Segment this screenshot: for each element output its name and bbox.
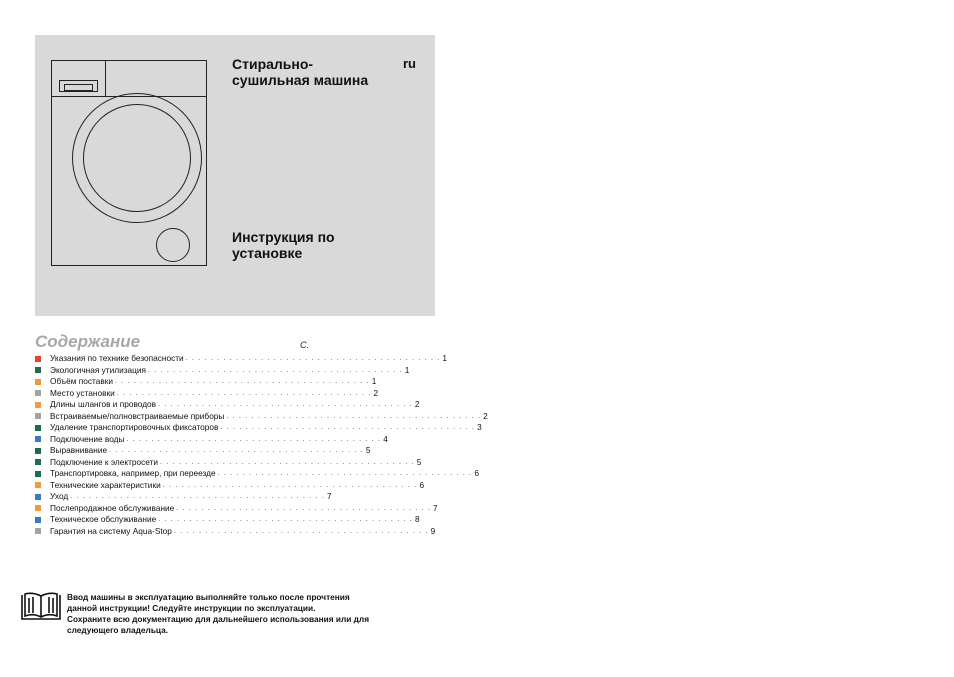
toc-item bbox=[35, 433, 388, 446]
toc-item-page: 2 bbox=[414, 399, 420, 409]
dot-leader: . . . . . . . . . . . . . . . . . . . . . . . . . . . . . . . . . . . . . . . . . bbox=[160, 458, 415, 466]
toc-item-title: Удаление транспортировочных фиксаторов bbox=[50, 422, 219, 432]
dot-leader: . . . . . . . . . . . . . . . . . . . . . . . . . . . . . . . . . . . . . . . . . bbox=[220, 424, 476, 431]
toc-item-title: Указания по технике безопасности bbox=[50, 353, 184, 363]
cover-panel bbox=[35, 35, 435, 316]
toc-item bbox=[35, 353, 448, 365]
toc-item-page: 5 bbox=[416, 456, 422, 467]
section-color-marker bbox=[35, 494, 41, 500]
toc-item-page: 9 bbox=[430, 525, 436, 536]
section-color-marker bbox=[35, 459, 41, 465]
toc-item-title: Встраиваемые/полновстраиваемые приборы bbox=[50, 410, 225, 421]
toc-item bbox=[35, 491, 332, 503]
section-color-marker bbox=[35, 390, 41, 396]
toc-item bbox=[35, 376, 377, 388]
toc-item-page: 6 bbox=[474, 468, 479, 478]
toc-item-page: 3 bbox=[477, 422, 482, 432]
toc-item bbox=[35, 399, 420, 411]
section-color-marker bbox=[35, 436, 41, 442]
toc-item-page: 2 bbox=[483, 410, 488, 421]
toc-item-page: 8 bbox=[414, 514, 420, 524]
dot-leader: . . . . . . . . . . . . . . . . . . . . . . . . . . . . . . . . . . . . . . . . . bbox=[226, 412, 482, 420]
section-color-marker bbox=[35, 402, 41, 408]
dot-leader: . . . . . . . . . . . . . . . . . . . . . . . . . . . . . . . . . . . . . . . . . bbox=[116, 389, 372, 397]
dot-leader: . . . . . . . . . . . . . . . . . . . . . . . . . . . . . . . . . . . . . . . . . bbox=[126, 435, 382, 443]
toc-item bbox=[35, 364, 410, 377]
section-color-marker bbox=[35, 448, 41, 454]
open-book-icon bbox=[21, 592, 61, 622]
toc-item-title: Экологичная утилизация bbox=[50, 364, 147, 375]
washing-machine-illustration bbox=[51, 60, 208, 266]
toc-item bbox=[35, 468, 479, 480]
dot-leader: . . . . . . . . . . . . . . . . . . . . . . . . . . . . . . . . . . . . . . . . . bbox=[158, 516, 413, 523]
section-color-marker bbox=[35, 528, 41, 534]
section-color-marker bbox=[35, 379, 41, 385]
dot-leader: . . . . . . . . . . . . . . . . . . . . . . . . . . . . . . . . . . . . . . . . . bbox=[176, 504, 432, 512]
toc-item-title: Гарантия на систему Aqua-Stop bbox=[50, 525, 172, 536]
toc-item-page: 4 bbox=[383, 433, 388, 444]
toc-item bbox=[35, 410, 488, 423]
toc-item-title: Подключение к электросети bbox=[50, 456, 159, 467]
toc-item-title: Техническое обслуживание bbox=[50, 514, 157, 524]
section-color-marker bbox=[35, 425, 41, 431]
toc-item bbox=[35, 525, 436, 538]
document-subtitle: Инструкция по установке bbox=[232, 229, 335, 261]
toc-item-title: Транспортировка, например, при переезде bbox=[50, 468, 216, 478]
dot-leader: . . . . . . . . . . . . . . . . . . . . . . . . . . . . . . . . . . . . . . . . . bbox=[173, 527, 429, 535]
toc-item-title: Послепродажное обслуживание bbox=[50, 502, 175, 513]
section-color-marker bbox=[35, 505, 41, 511]
toc-item-title: Выравнивание bbox=[50, 445, 108, 455]
door-outer-ring bbox=[73, 94, 202, 223]
toc-page-column-label: С. bbox=[300, 340, 309, 350]
section-color-marker bbox=[35, 517, 41, 523]
dot-leader: . . . . . . . . . . . . . . . . . . . . . . . . . . . . . . . . . . . . . . . . . bbox=[217, 470, 473, 477]
toc-item-page: 7 bbox=[433, 502, 438, 513]
toc-item-page: 1 bbox=[404, 364, 410, 375]
dot-leader: . . . . . . . . . . . . . . . . . . . . . . . . . . . . . . . . . . . . . . . . . bbox=[158, 401, 413, 408]
pump-cover bbox=[157, 229, 190, 262]
door-glass bbox=[84, 105, 191, 212]
toc-item-page: 1 bbox=[442, 353, 448, 363]
toc-item-title: Подключение воды bbox=[50, 433, 125, 444]
language-code: ru bbox=[403, 56, 416, 71]
toc-item-title: Объём поставки bbox=[50, 376, 113, 386]
drawer-handle bbox=[65, 85, 93, 91]
detergent-drawer bbox=[60, 81, 98, 92]
dot-leader: . . . . . . . . . . . . . . . . . . . . . . . . . . . . . . . . . . . . . . . . . bbox=[148, 366, 403, 374]
toc-item-page: 6 bbox=[419, 479, 425, 490]
document-title: Стирально- сушильная машина bbox=[232, 56, 369, 88]
dot-leader: . . . . . . . . . . . . . . . . . . . . . . . . . . . . . . . . . . . . . . . . . bbox=[70, 493, 325, 500]
dot-leader: . . . . . . . . . . . . . . . . . . . . . . . . . . . . . . . . . . . . . . . . . bbox=[162, 481, 418, 489]
toc-item bbox=[35, 445, 371, 457]
dot-leader: . . . . . . . . . . . . . . . . . . . . . . . . . . . . . . . . . . . . . . . . . bbox=[109, 447, 364, 454]
section-color-marker bbox=[35, 471, 41, 477]
section-color-marker bbox=[35, 367, 41, 373]
toc-item bbox=[35, 502, 438, 515]
toc-item-title: Технические характеристики bbox=[50, 479, 161, 490]
toc-item bbox=[35, 456, 422, 469]
table-of-contents bbox=[35, 353, 488, 537]
toc-item-title: Уход bbox=[50, 491, 69, 501]
toc-item-page: 1 bbox=[371, 376, 377, 386]
toc-item bbox=[35, 422, 482, 434]
toc-item-page: 2 bbox=[373, 387, 379, 398]
section-color-marker bbox=[35, 413, 41, 419]
dot-leader: . . . . . . . . . . . . . . . . . . . . . . . . . . . . . . . . . . . . . . . . . bbox=[185, 355, 441, 362]
toc-item-title: Длины шлангов и проводов bbox=[50, 399, 157, 409]
toc-heading: Содержание bbox=[35, 332, 141, 351]
toc-item-page: 7 bbox=[326, 491, 332, 501]
toc-item bbox=[35, 387, 379, 400]
section-color-marker bbox=[35, 482, 41, 488]
toc-item bbox=[35, 479, 425, 492]
section-color-marker bbox=[35, 356, 41, 362]
toc-item bbox=[35, 514, 420, 526]
notice-text: Ввод машины в эксплуатацию выполняйте только после прочтения данной инструкции! Следуйте инструкции по эксплуатации. Сохраните всю документацию для дальнейшего использования или для следующего владельца. bbox=[67, 592, 370, 635]
toc-item-title: Место установки bbox=[50, 387, 115, 398]
toc-item-page: 5 bbox=[365, 445, 371, 455]
dot-leader: . . . . . . . . . . . . . . . . . . . . . . . . . . . . . . . . . . . . . . . . . bbox=[115, 378, 370, 385]
